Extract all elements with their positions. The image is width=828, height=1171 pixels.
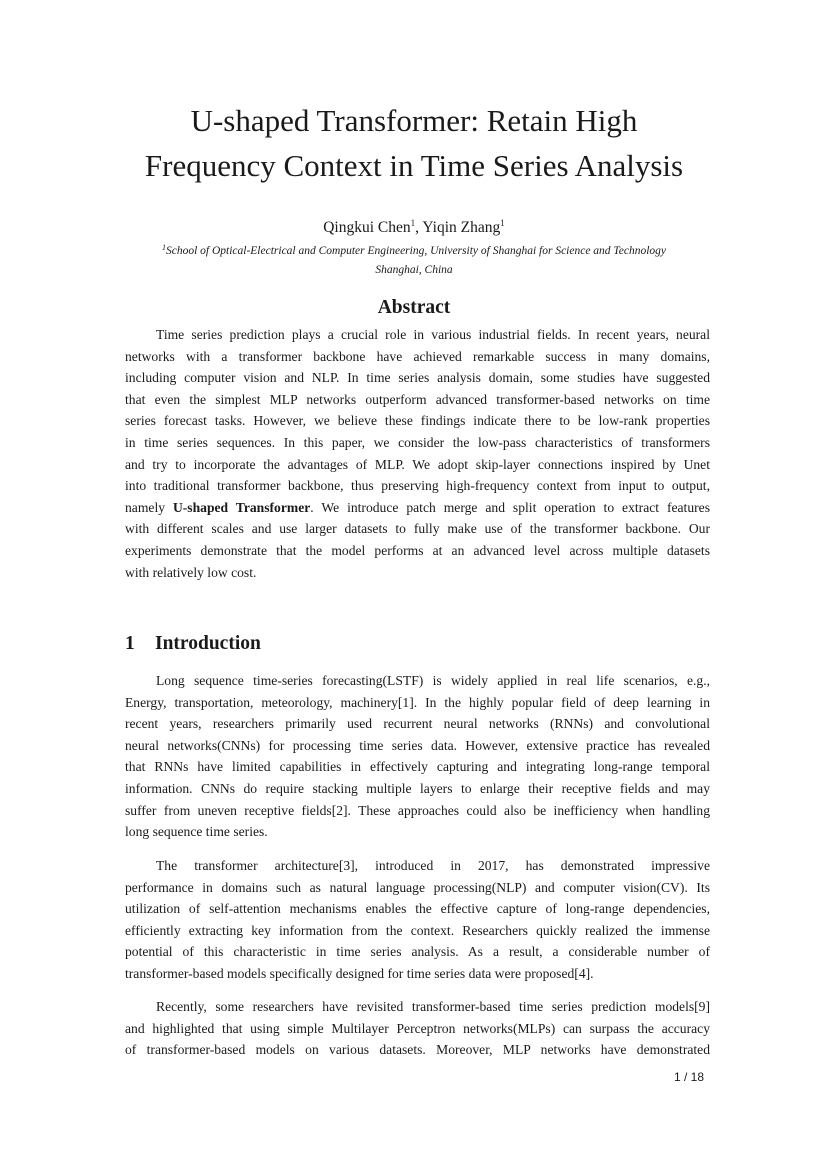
affiliation bbox=[120, 238, 708, 280]
author-affiliation-mark: 1 bbox=[500, 218, 505, 228]
author-list bbox=[100, 213, 728, 238]
body-line: and highlighted that using simple Multilayer Perceptron networks(MLPs) can surpass the accuracy bbox=[125, 1020, 710, 1036]
body-line: performance in domains such as natural language processing(NLP) and computer vision(CV). Its bbox=[125, 879, 710, 895]
page-number: 1 / 18 bbox=[673, 1070, 704, 1084]
author-name: Yiqin Zhang bbox=[422, 219, 501, 236]
abstract-line: experiments demonstrate that the model performs at an advanced level across multiple datasets bbox=[125, 542, 710, 558]
affiliation-mark: 1 bbox=[161, 243, 166, 252]
affiliation-location: Shanghai, China bbox=[375, 264, 453, 276]
intro-paragraph-2 bbox=[125, 855, 710, 985]
intro-paragraph-3 bbox=[125, 996, 710, 1061]
abstract-text-fragment: . We introduce patch merge and split operation to extract features bbox=[310, 499, 710, 515]
body-line: The transformer architecture[3], introduced in 2017, has demonstrated impressive bbox=[156, 858, 710, 873]
abstract-line: with different scales and use larger datasets to fully make use of the transformer backbone. Our bbox=[125, 521, 710, 537]
body-line: information. CNNs do require stacking multiple layers to enlarge their receptive fields and may bbox=[125, 780, 710, 796]
intro-paragraph-1 bbox=[125, 670, 710, 843]
abstract-text bbox=[125, 324, 710, 583]
body-line: of transformer-based models on various datasets. Moreover, MLP networks have demonstrated bbox=[125, 1042, 710, 1058]
section-heading bbox=[125, 632, 261, 656]
affiliation-institution: School of Optical-Electrical and Computer Engineering, University of Shanghai for Science and Technology bbox=[165, 245, 667, 257]
abstract-line: networks with a transformer backbone have achieved remarkable success in many domains, bbox=[125, 348, 710, 364]
abstract-line: including computer vision and NLP. In time series analysis domain, some studies have suggested bbox=[125, 370, 710, 386]
section-title: Introduction bbox=[155, 633, 261, 654]
body-line: suffer from uneven receptive fields[2]. These approaches could also be inefficiency when handling bbox=[125, 802, 710, 818]
body-line: Energy, transportation, meteorology, machinery[1]. In the highly popular field of deep learning in bbox=[125, 694, 710, 710]
abstract-line: and try to incorporate the advantages of MLP. We adopt skip-layer connections inspired by Unet bbox=[125, 456, 710, 472]
abstract-line: that even the simplest MLP networks outperform advanced transformer-based networks on time bbox=[125, 391, 710, 407]
body-line: potential of this characteristic in time series analysis. As a result, a considerable number of bbox=[125, 944, 710, 960]
author-separator: , bbox=[415, 219, 423, 236]
model-name: U-shaped Transformer bbox=[172, 499, 311, 515]
abstract-line bbox=[125, 497, 710, 519]
body-line: Long sequence time-series forecasting(LSTF) is widely applied in real life scenarios, e.g., bbox=[156, 673, 710, 688]
abstract-heading: Abstract bbox=[377, 297, 451, 318]
author-name: Qingkui Chen bbox=[323, 219, 411, 236]
body-line: that RNNs have limited capabilities in effectively capturing and integrating long-range temporal bbox=[125, 759, 710, 775]
body-line: long sequence time series. bbox=[125, 824, 268, 840]
abstract-line: into traditional transformer backbone, thus preserving high-frequency context from input to output, bbox=[125, 478, 710, 494]
title-line: U-shaped Transformer: Retain High bbox=[190, 103, 638, 138]
abstract-line: Time series prediction plays a crucial role in various industrial fields. In recent years, neural bbox=[156, 327, 710, 342]
affiliation-line bbox=[120, 238, 708, 261]
body-line: recent years, researchers primarily used recurrent neural networks (RNNs) and convolutional bbox=[125, 716, 710, 732]
abstract-text-fragment: namely bbox=[125, 499, 173, 515]
abstract-line: in time series sequences. In this paper, we consider the low-pass characteristics of transformers bbox=[125, 434, 710, 450]
abstract-line: series forecast tasks. However, we believe these findings indicate there to be low-rank properties bbox=[125, 413, 710, 429]
body-line: transformer-based models specifically designed for time series data were proposed[4]. bbox=[125, 965, 594, 981]
author-affiliation-mark: 1 bbox=[410, 218, 416, 228]
body-line: utilization of self-attention mechanisms enables the effective capture of long-range dependencies, bbox=[125, 901, 710, 917]
abstract-line: with relatively low cost. bbox=[125, 564, 257, 580]
body-line: neural networks(CNNs) for processing time series data. However, extensive practice has revealed bbox=[125, 737, 710, 753]
title-line: Frequency Context in Time Series Analysis bbox=[144, 148, 684, 183]
body-line: efficiently extracting key information from the context. Researchers quickly realized the immense bbox=[125, 922, 710, 938]
paper-title bbox=[100, 98, 728, 188]
section-number: 1 bbox=[125, 633, 135, 654]
body-line: Recently, some researchers have revisited transformer-based time series prediction models[9] bbox=[156, 999, 710, 1014]
